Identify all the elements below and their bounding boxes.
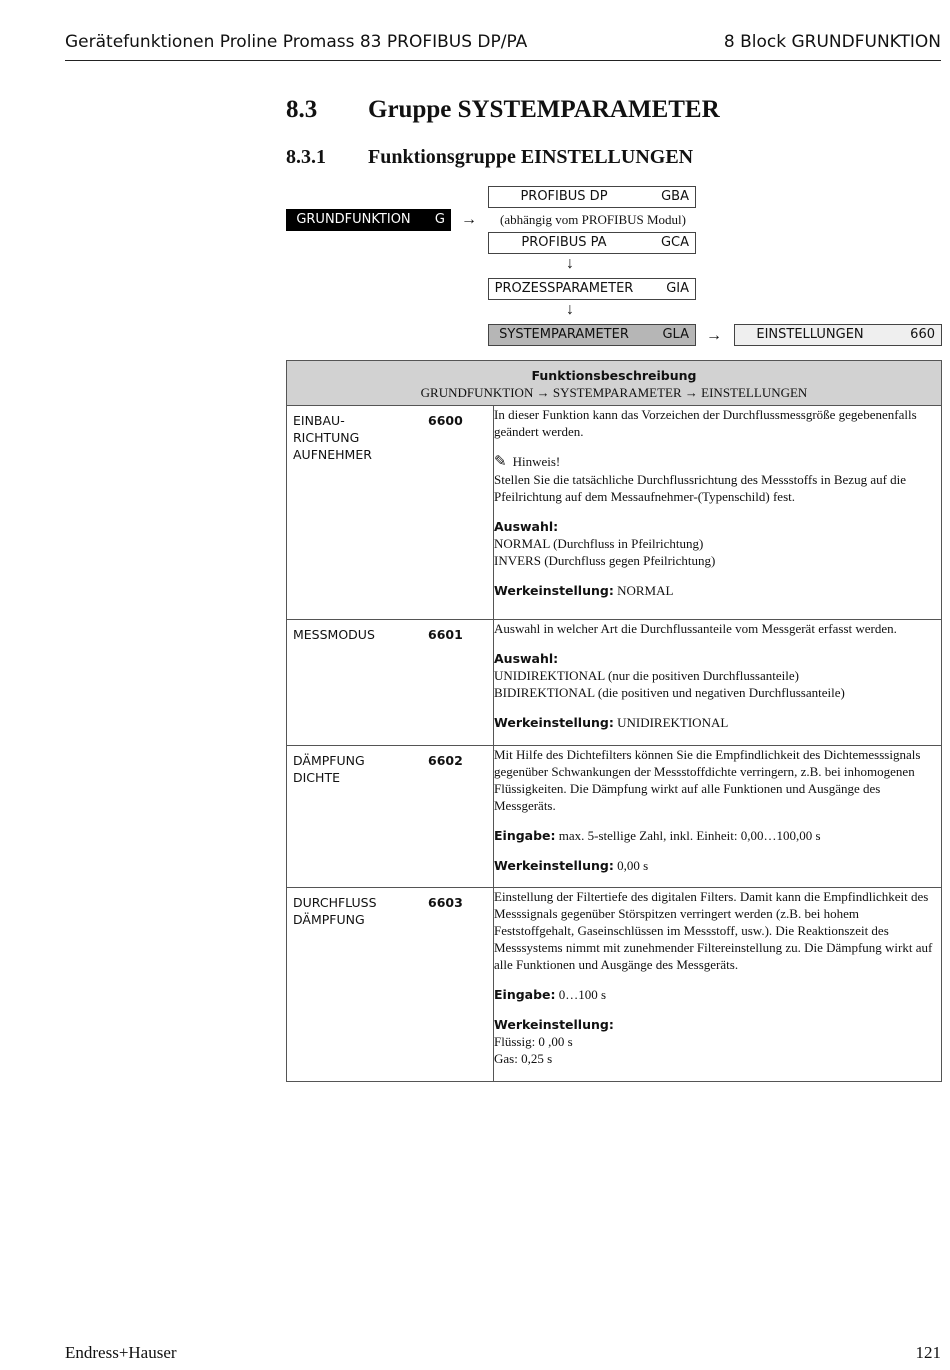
- function-description: [494, 406, 942, 620]
- function-table: [286, 360, 942, 1082]
- table-row: [287, 406, 942, 620]
- function-name-cell: [287, 620, 494, 746]
- table-row: [287, 746, 942, 888]
- box-profibus-pa: PROFIBUS PA GCA: [488, 232, 696, 254]
- default-value: UNIDIREKTIONAL: [617, 715, 729, 730]
- input-label: Eingabe:: [494, 987, 556, 1002]
- arrow-right-icon: →: [461, 211, 477, 228]
- default-value: Gas: 0,25 s: [494, 1051, 553, 1066]
- default-value: Flüssig: 0 ,00 s: [494, 1034, 573, 1049]
- function-code: 6601: [428, 627, 463, 642]
- input-value: 0…100 s: [558, 987, 607, 1002]
- hint-label: Hinweis!: [512, 454, 561, 469]
- description-text: Einstellung der Filtertiefe des digitalen Filters. Damit kann die Empfindlichkeit des Messsignals gegenüber Störspitzen verringert werden (z.B. bei hohem Feststoffgehalt, Gaseinschlüssen im Messstoff, usw.). Die Reaktionszeit des Messsystems nimmt mit zunehmender Filtereinstellung zu. Die Dämpfung wirkt auf alle Funktionen und Ausgänge des Messgeräts.: [494, 889, 933, 972]
- input-block: [494, 986, 941, 1003]
- default-label: Werkeinstellung:: [494, 715, 614, 730]
- function-name: DURCHFLUSS DÄMPFUNG: [293, 895, 377, 927]
- header-rule: [65, 60, 941, 61]
- section-heading: [286, 96, 720, 124]
- choice-label: Auswahl:: [494, 651, 559, 666]
- table-row: [287, 620, 942, 746]
- box-profibus-dp: PROFIBUS DP GBA: [488, 186, 696, 208]
- function-description: [494, 888, 942, 1082]
- function-name-cell: [287, 746, 494, 888]
- description-text: Mit Hilfe des Dichtefilters können Sie die Empfindlichkeit des Dichtemesssignals gegenüber Schwankungen der Messstoffdichte verringern, z.B. bei inhomogenen Flüssigkeiten. Die Dämpfung wirkt auf alle Funktionen und Ausgänge des Messgeräts.: [494, 747, 921, 813]
- input-block: [494, 827, 941, 844]
- function-code: 6600: [428, 413, 463, 428]
- table-header: [287, 361, 942, 406]
- table-header-title: Funktionsbeschreibung: [531, 368, 697, 383]
- running-header-left: Gerätefunktionen Proline Promass 83 PROFIBUS DP/PA: [65, 32, 528, 52]
- arrow-down-icon: ↓: [566, 301, 574, 318]
- choice-option: INVERS (Durchfluss gegen Pfeilrichtung): [494, 553, 716, 568]
- choice-option: NORMAL (Durchfluss in Pfeilrichtung): [494, 536, 704, 551]
- box-systemparameter: SYSTEMPARAMETER GLA: [488, 324, 696, 346]
- function-name-cell: [287, 406, 494, 620]
- choice-label: Auswahl:: [494, 519, 559, 534]
- input-value: max. 5-stellige Zahl, inkl. Einheit: 0,00…100,00 s: [558, 828, 821, 843]
- hint-text: Stellen Sie die tatsächliche Durchflussrichtung des Messstoffs in Bezug auf die Pfeilrichtung auf dem Messaufnehmer-(Typenschild) fest.: [494, 472, 907, 504]
- section-title: Gruppe SYSTEMPARAMETER: [368, 96, 720, 123]
- default-block: [494, 582, 941, 599]
- box-grundfunktion: GRUNDFUNKTION G: [286, 209, 451, 231]
- module-note: (abhängig vom PROFIBUS Modul): [500, 212, 686, 227]
- function-description: [494, 620, 942, 746]
- description-text: Auswahl in welcher Art die Durchflussanteile vom Messgerät erfasst werden.: [494, 621, 897, 636]
- default-label: Werkeinstellung:: [494, 1017, 614, 1032]
- hint-block: [494, 453, 941, 505]
- subsection-number: 8.3.1: [286, 146, 326, 168]
- default-label: Werkeinstellung:: [494, 583, 614, 598]
- default-block: [494, 1016, 941, 1067]
- choice-block: [494, 650, 941, 701]
- section-number: 8.3: [286, 96, 318, 123]
- default-block: [494, 857, 941, 874]
- subsection-heading: [286, 146, 693, 169]
- function-name-cell: [287, 888, 494, 1082]
- default-label: Werkeinstellung:: [494, 858, 614, 873]
- default-value: NORMAL: [617, 583, 674, 598]
- function-name: EINBAU- RICHTUNG AUFNEHMER: [293, 413, 372, 462]
- footer-brand: Endress+Hauser: [65, 1343, 177, 1362]
- default-value: 0,00 s: [617, 858, 649, 873]
- table-row: [287, 888, 942, 1082]
- input-label: Eingabe:: [494, 828, 556, 843]
- table-header-path: GRUNDFUNKTION → SYSTEMPARAMETER → EINSTELLUNGEN: [420, 385, 808, 400]
- arrow-right-icon: →: [706, 327, 722, 344]
- running-header-right: 8 Block GRUNDFUNKTION: [723, 32, 941, 52]
- subsection-title: Funktionsgruppe EINSTELLUNGEN: [368, 146, 694, 168]
- box-prozessparameter: PROZESSPARAMETER GIA: [488, 278, 696, 300]
- function-name: DÄMPFUNG DICHTE: [293, 753, 365, 785]
- box-einstellungen: EINSTELLUNGEN 660: [734, 324, 942, 346]
- description-text: In dieser Funktion kann das Vorzeichen der Durchflussmessgröße gegebenenfalls geändert werden.: [494, 407, 917, 439]
- function-description: [494, 746, 942, 888]
- function-name: MESSMODUS: [293, 627, 375, 642]
- choice-option: UNIDIREKTIONAL (nur die positiven Durchflussanteile): [494, 668, 799, 683]
- arrow-down-icon: ↓: [566, 255, 574, 272]
- default-block: [494, 714, 941, 731]
- choice-block: [494, 518, 941, 569]
- choice-option: BIDIREKTIONAL (die positiven und negativen Durchflussanteile): [494, 685, 845, 700]
- pencil-icon: ✎: [494, 454, 507, 470]
- function-code: 6603: [428, 895, 463, 910]
- page-number: 121: [915, 1343, 941, 1362]
- function-code: 6602: [428, 753, 463, 768]
